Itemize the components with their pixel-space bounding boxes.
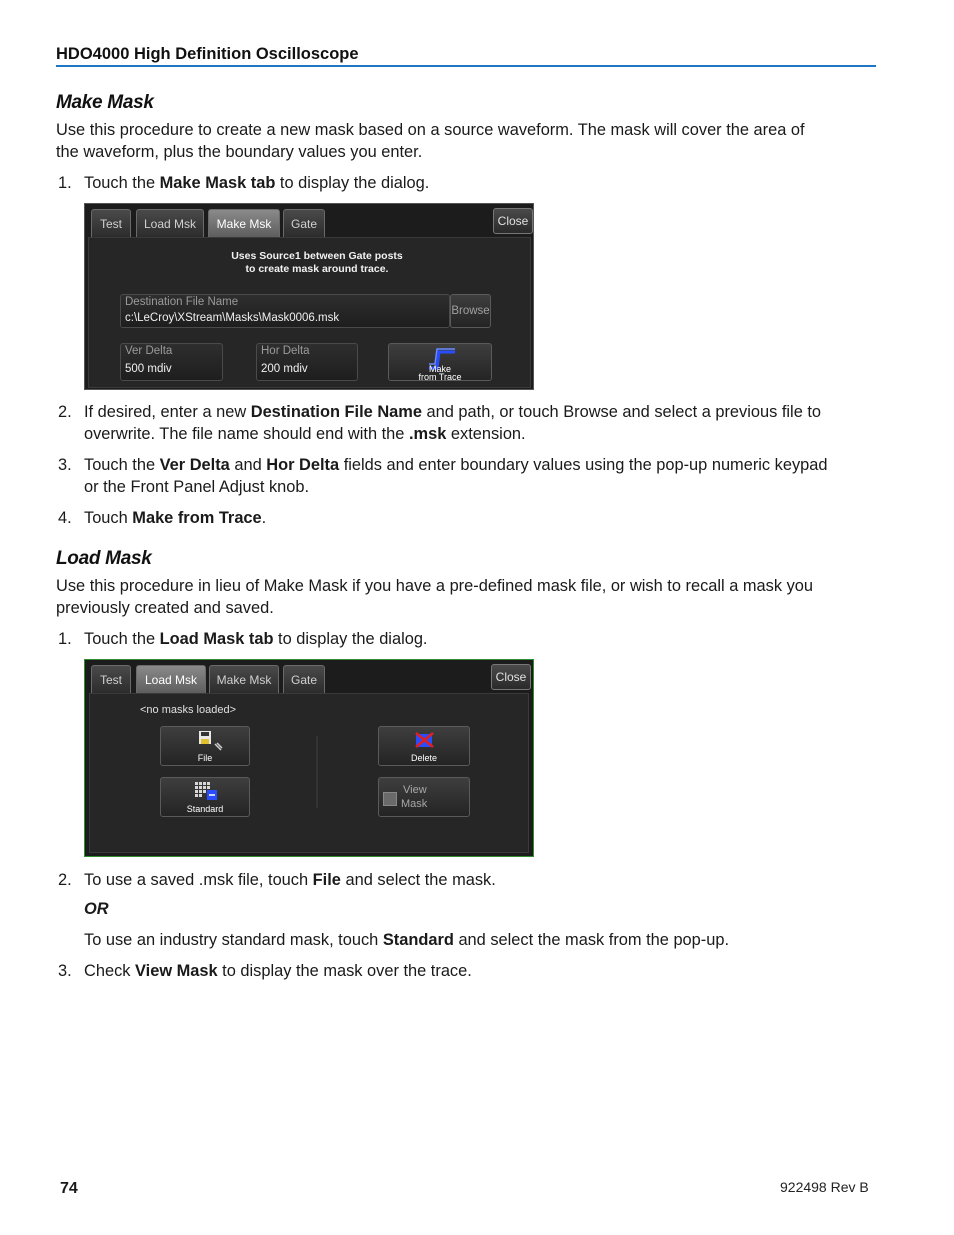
step-number: 2. bbox=[58, 871, 72, 889]
tab-load-msk[interactable]: Load Msk bbox=[136, 665, 206, 693]
step-text: Touch the Make Mask tab to display the dialog. bbox=[84, 174, 430, 192]
hor-delta-label: Hor Delta bbox=[261, 345, 310, 357]
ver-delta-field[interactable] bbox=[120, 343, 223, 381]
view-mask-checkbox-button[interactable] bbox=[378, 777, 470, 817]
header-rule bbox=[56, 65, 876, 67]
step-text: To use an industry standard mask, touch Standard and select the mask from the pop-up. bbox=[84, 931, 730, 949]
destination-file-name-label: Destination File Name bbox=[125, 296, 239, 308]
tab-make-msk[interactable]: Make Msk bbox=[208, 209, 280, 237]
step-number: 1. bbox=[58, 630, 72, 648]
make-mask-intro-line1: Use this procedure to create a new mask based on a source waveform. The mask will cover the area of bbox=[56, 121, 805, 139]
tab-gate[interactable]: Gate bbox=[283, 209, 325, 237]
load-mask-panel bbox=[89, 693, 529, 853]
step-number: 1. bbox=[58, 174, 72, 192]
step-number: 4. bbox=[58, 509, 72, 527]
close-button[interactable]: Close bbox=[491, 664, 531, 690]
tab-test[interactable]: Test bbox=[91, 665, 131, 693]
tab-gate[interactable]: Gate bbox=[283, 665, 325, 693]
floppy-disk-icon bbox=[197, 730, 225, 754]
view-mask-label-2: Mask bbox=[401, 798, 428, 810]
make-mask-intro-line2: the waveform, plus the boundary values you enter. bbox=[56, 143, 423, 161]
hor-delta-field[interactable] bbox=[256, 343, 358, 381]
section-title-load-mask: Load Mask bbox=[56, 548, 152, 569]
make-mask-panel bbox=[88, 237, 531, 388]
view-mask-label-1: View bbox=[403, 784, 427, 796]
step-text: To use a saved .msk file, touch File and select the mask. bbox=[84, 871, 496, 889]
no-masks-loaded-text: <no masks loaded> bbox=[140, 704, 237, 716]
info-line-1: Uses Source1 between Gate posts bbox=[231, 250, 403, 262]
make-mask-step-2 bbox=[56, 401, 886, 445]
panel-divider bbox=[316, 736, 318, 808]
step-text: If desired, enter a new Destination File Name and path, or touch Browse and select a previous file to overwrite. The file name should end with the .msk extension. bbox=[84, 403, 822, 443]
standard-button[interactable] bbox=[160, 777, 250, 817]
dialog-tab-bar bbox=[85, 204, 533, 238]
make-mask-dialog bbox=[84, 203, 534, 390]
page-number: 74 bbox=[60, 1180, 78, 1197]
delete-button[interactable] bbox=[378, 726, 470, 766]
delete-icon bbox=[413, 731, 437, 751]
standard-button-label: Standard bbox=[186, 804, 224, 814]
step-text: Touch the Ver Delta and Hor Delta fields and enter boundary values using the pop-up numeric keypad or the Front Panel Adjust knob. bbox=[84, 456, 828, 496]
destination-file-name-value: c:\LeCroy\XStream\Masks\Mask0006.msk bbox=[125, 312, 340, 324]
or-label: OR bbox=[84, 900, 109, 918]
make-from-trace-label-2: from Trace bbox=[418, 372, 462, 382]
dialog-tab-bar bbox=[85, 660, 533, 694]
close-button[interactable]: Close bbox=[493, 208, 533, 234]
tab-load-msk[interactable]: Load Msk bbox=[136, 209, 204, 237]
hor-delta-value: 200 mdiv bbox=[261, 363, 308, 375]
document-id: 922498 Rev B bbox=[780, 1179, 869, 1195]
load-mask-dialog bbox=[84, 659, 534, 857]
view-mask-checkbox[interactable] bbox=[383, 792, 397, 806]
standard-mask-grid-icon bbox=[193, 781, 221, 805]
load-mask-intro-line2: previously created and saved. bbox=[56, 599, 274, 617]
step-text: Touch the Load Mask tab to display the dialog. bbox=[84, 630, 428, 648]
info-line-2: to create mask around trace. bbox=[245, 263, 389, 275]
make-from-trace-label-1: Make bbox=[428, 364, 451, 374]
tab-make-msk[interactable]: Make Msk bbox=[209, 665, 279, 693]
step-number: 2. bbox=[58, 403, 72, 421]
file-button-label: File bbox=[197, 753, 213, 763]
ver-delta-label: Ver Delta bbox=[125, 345, 173, 357]
step-text: Touch Make from Trace. bbox=[84, 509, 267, 527]
step-text: Check View Mask to display the mask over the trace. bbox=[84, 962, 472, 980]
make-from-trace-button[interactable] bbox=[388, 343, 492, 381]
load-mask-intro-line1: Use this procedure in lieu of Make Mask if you have a pre-defined mask file, or wish to recall a mask you bbox=[56, 577, 814, 595]
section-title-make-mask: Make Mask bbox=[56, 92, 154, 113]
tab-test[interactable]: Test bbox=[91, 209, 131, 237]
ver-delta-value: 500 mdiv bbox=[125, 363, 172, 375]
step-number: 3. bbox=[58, 456, 72, 474]
delete-button-label: Delete bbox=[410, 753, 437, 763]
file-button[interactable] bbox=[160, 726, 250, 766]
document-header-title: HDO4000 High Definition Oscilloscope bbox=[56, 45, 359, 63]
destination-file-name-field[interactable] bbox=[120, 294, 450, 328]
make-mask-step-3 bbox=[56, 454, 886, 498]
step-number: 3. bbox=[58, 962, 72, 980]
browse-button[interactable]: Browse bbox=[450, 294, 491, 328]
